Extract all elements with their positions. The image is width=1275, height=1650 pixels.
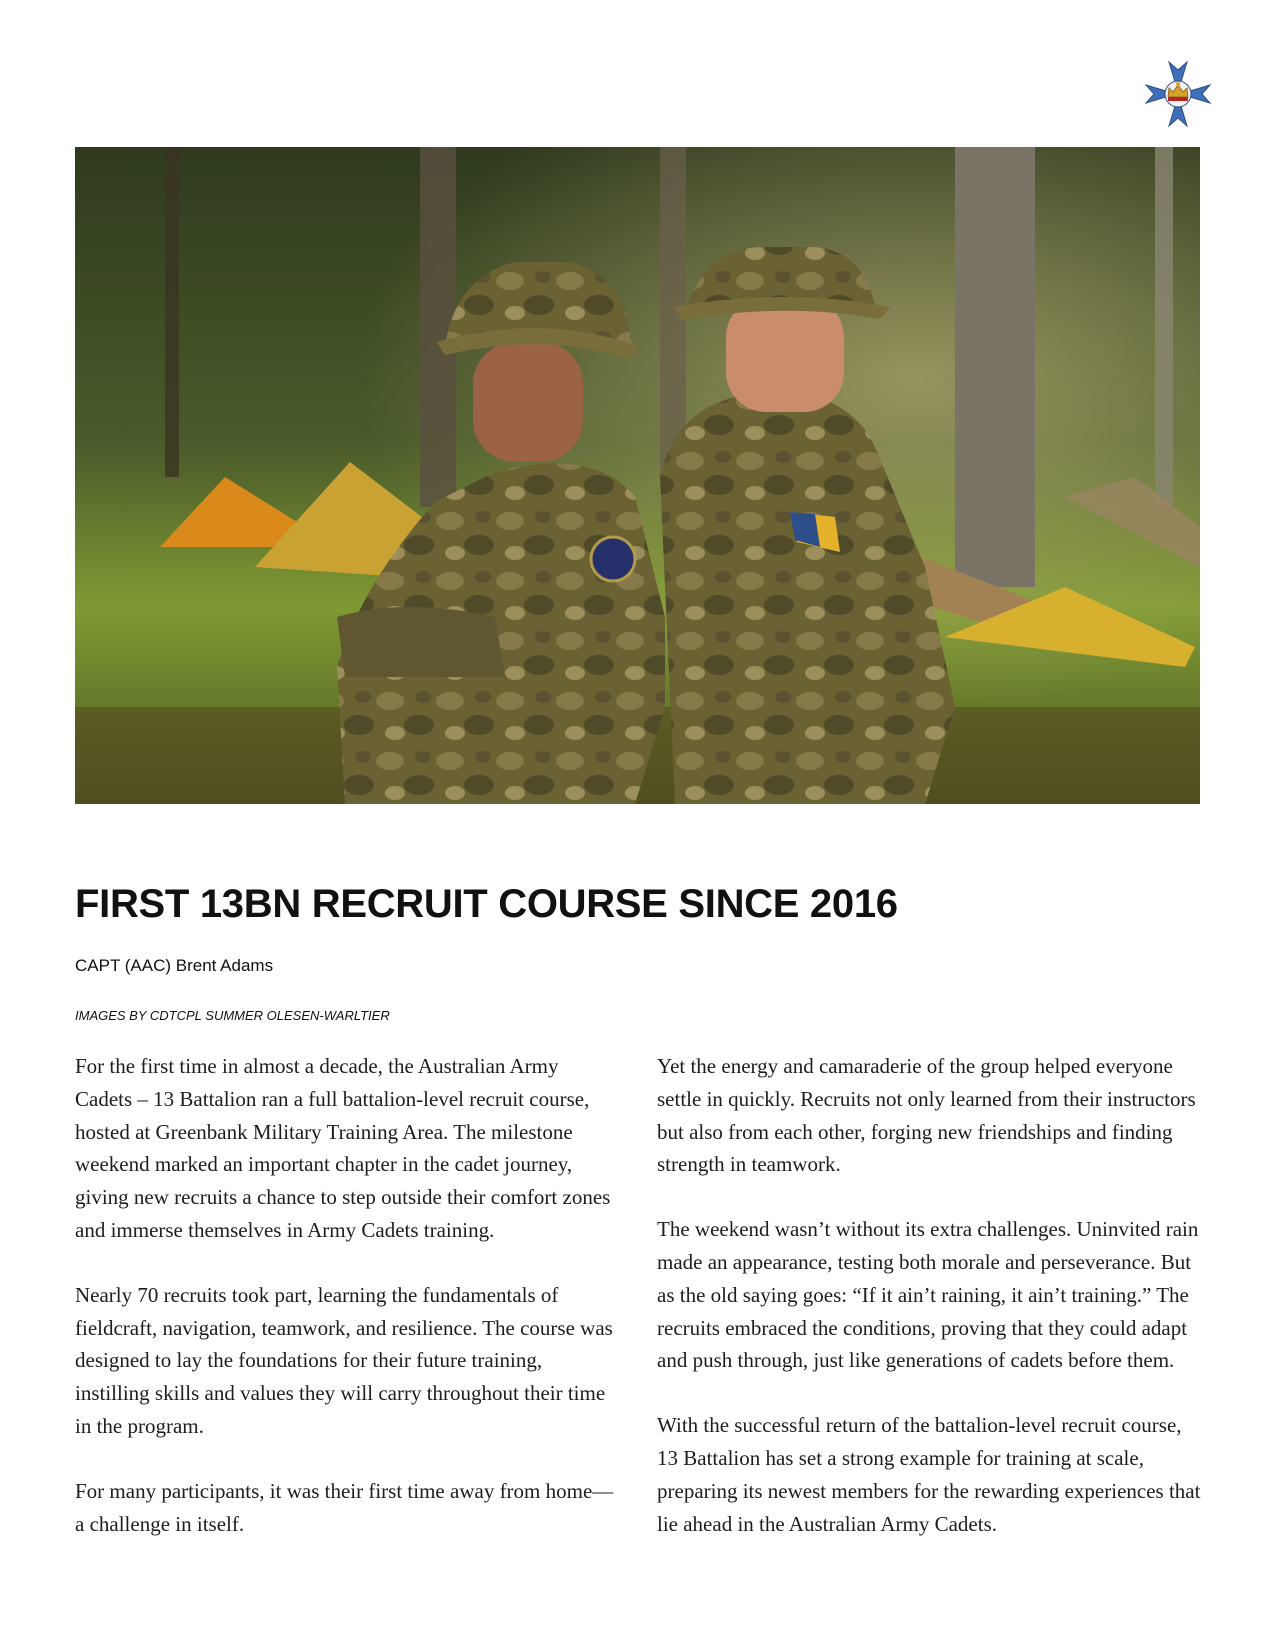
- army-cadets-emblem-icon: [1142, 58, 1214, 130]
- paragraph: Yet the energy and camaraderie of the group helped everyone settle in quickly. Recruits not only learned from their instructors but also from each other, forging new friendships and finding strength in teamwork.: [657, 1054, 1196, 1177]
- paragraph: Nearly 70 recruits took part, learning the fundamentals of fieldcraft, navigation, teamwork, and resilience. The course was designed to lay the foundations for their future training, instilling skills and values they will carry throughout their time in the program.: [75, 1282, 613, 1438]
- article-column-left: [75, 1050, 620, 1572]
- paragraph: With the successful return of the battalion-level recruit course, 13 Battalion has set a strong example for training at scale, preparing its newest members for the rewarding experiences that lie ahead in the Australian Army Cadets.: [657, 1413, 1201, 1536]
- article-byline: CAPT (AAC) Brent Adams: [75, 956, 274, 975]
- cadets-photo: [75, 147, 1200, 804]
- image-credit: IMAGES BY CDTCPL SUMMER OLESEN-WARLTIER: [75, 1008, 390, 1023]
- paragraph: For many participants, it was their first time away from home—a challenge in itself.: [75, 1478, 614, 1536]
- article-headline: FIRST 13BN RECRUIT COURSE SINCE 2016: [75, 882, 898, 926]
- article-column-right: [657, 1050, 1202, 1572]
- paragraph: For the first time in almost a decade, the Australian Army Cadets – 13 Battalion ran a full battalion-level recruit course, hosted at Greenbank Military Training Area. The milestone weekend marked an important chapter in the cadet journey, giving new recruits a chance to step outside their comfort zones and immerse themselves in Army Cadets training.: [75, 1054, 611, 1242]
- paragraph: The weekend wasn’t without its extra challenges. Uninvited rain made an appearance, testing both morale and perseverance. But as the old saying goes: “If it ain’t raining, it ain’t training.” The recruits embraced the conditions, proving that they could adapt and push through, just like generations of cadets before them.: [657, 1217, 1199, 1373]
